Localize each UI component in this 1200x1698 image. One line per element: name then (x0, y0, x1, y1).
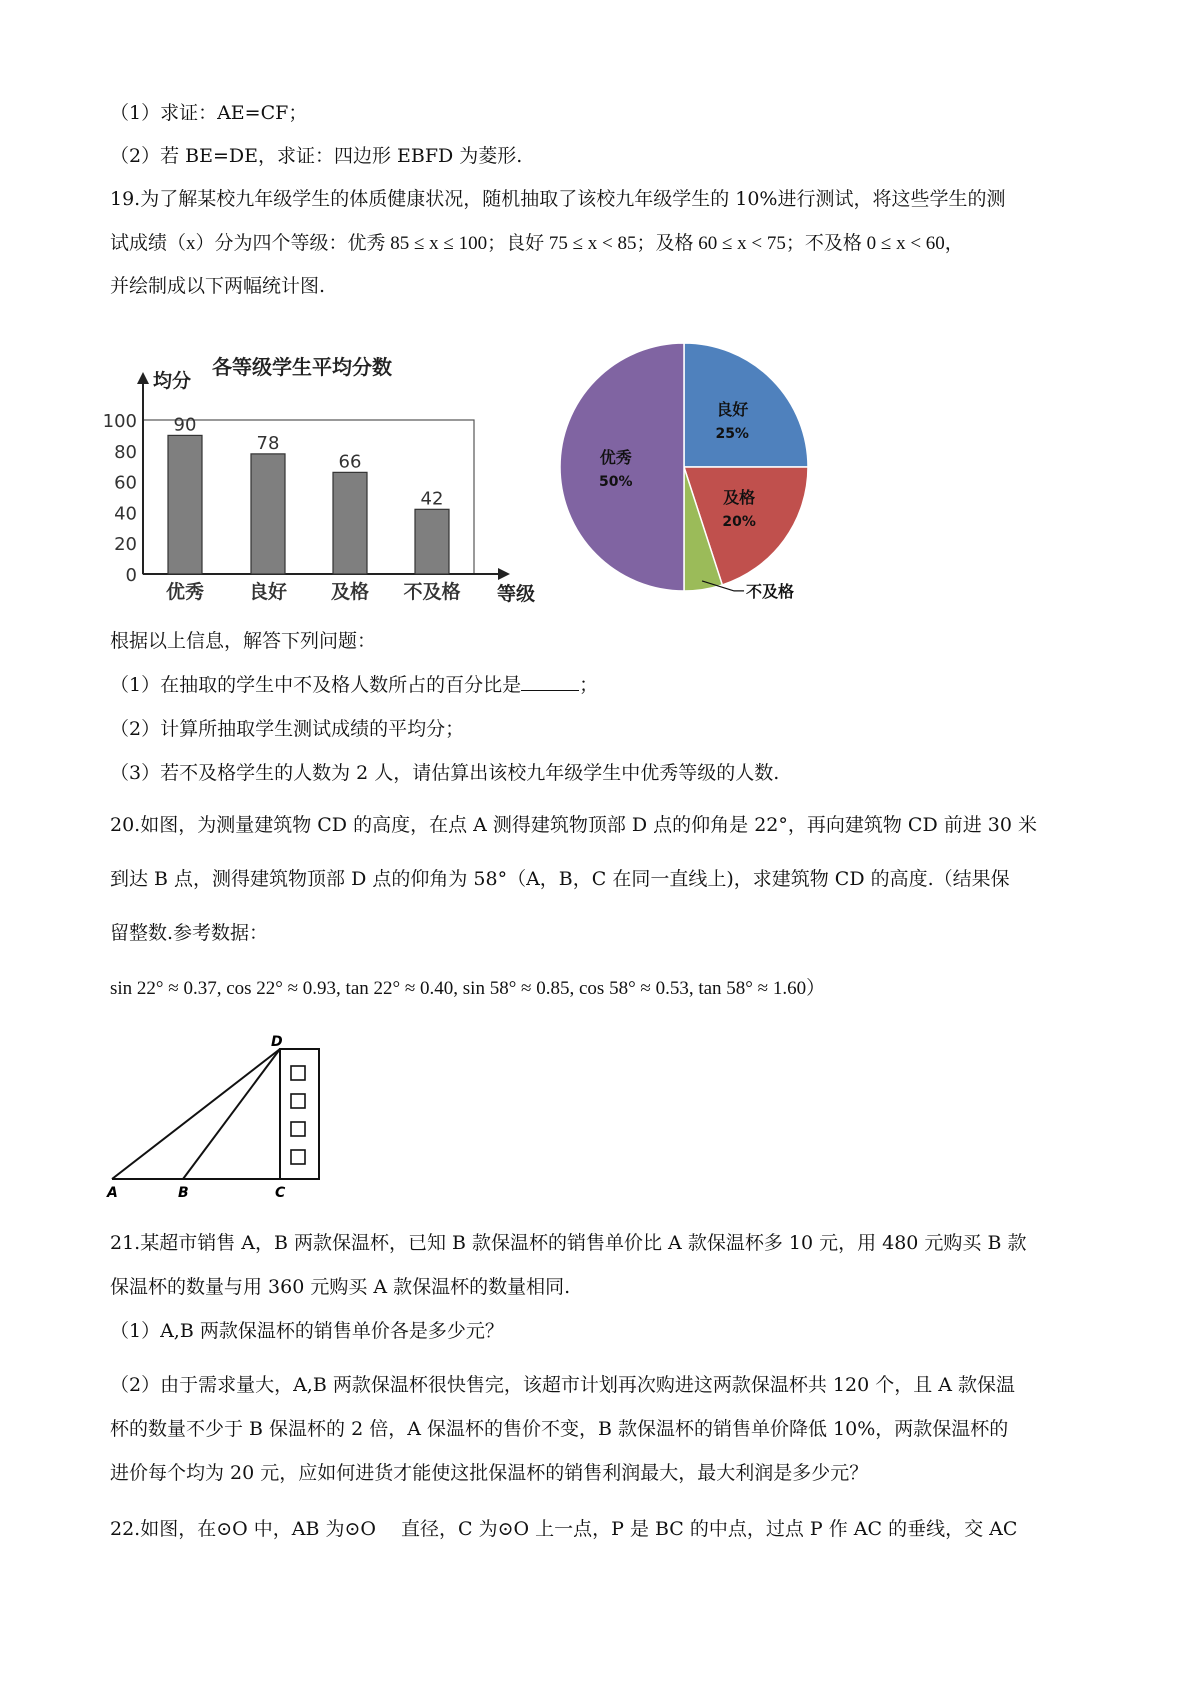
window (291, 1066, 305, 1080)
y-axis-label: 均分 (153, 370, 192, 392)
bar-value-label: 66 (338, 451, 362, 473)
window (291, 1150, 305, 1164)
label-A: A (107, 1185, 118, 1201)
q21-part2-line3: 进价每个均为 20 元，应如何进货才能使这批保温杯的销售利润最大，最大利润是多少元？ (110, 1462, 869, 1484)
y-tick-label: 100 (102, 411, 137, 432)
x-axis-label: 等级 (497, 583, 536, 605)
y-tick-label: 40 (114, 503, 137, 525)
window (291, 1122, 305, 1136)
q21-line2: 保温杯的数量与用 360 元购买 A 款保温杯的数量相同. (110, 1276, 571, 1298)
q19-sub3: （3）若不及格学生的人数为 2 人，请估算出该校九年级学生中优秀等级的人数. (110, 762, 780, 784)
q19-sub2: （2）计算所抽取学生测试成绩的平均分； (110, 718, 465, 740)
label-B: B (178, 1185, 189, 1201)
bar-chart-title: 各等级学生平均分数 (212, 355, 392, 379)
pie-slice-label: 及格 (723, 488, 756, 508)
q20-line3: 留整数.参考数据： (110, 922, 269, 944)
building (280, 1049, 319, 1179)
bar-value-label: 42 (420, 488, 444, 510)
pie-slice-label: 良好 (716, 399, 749, 419)
bar-value-label: 78 (256, 432, 280, 454)
x-tick-label: 优秀 (165, 581, 205, 603)
q19-intro-line2: 试成绩（x）分为四个等级：优秀 85 ≤ x ≤ 100；良好 75 ≤ x < 85；及格 60 ≤ x < 75；不及格 0 ≤ x < 60， (110, 233, 964, 254)
pie-slice-label: 优秀 (599, 448, 632, 467)
x-tick-label: 良好 (248, 581, 288, 603)
q19-prompt: 根据以上信息，解答下列问题： (110, 630, 377, 652)
x-tick-label: 不及格 (403, 581, 461, 603)
pie-slice-label: 不及格 (746, 581, 795, 601)
q21-part1: （1）A,B 两款保温杯的销售单价各是多少元？ (110, 1320, 504, 1342)
q19-intro-line3: 并绘制成以下两幅统计图. (110, 275, 326, 297)
q20-line1: 20.如图，为测量建筑物 CD 的高度，在点 A 测得建筑物顶部 D 点的仰角是 22°，再向建筑物 CD 前进 30 米 (110, 814, 1038, 836)
line-AD (112, 1049, 280, 1179)
q21-part2-line1: （2）由于需求量大，A,B 两款保温杯很快售完，该超市计划再次购进这两款保温杯共 120 个，且 A 款保温 (110, 1374, 1015, 1396)
q18-part2: （2）若 BE=DE，求证：四边形 EBFD 为菱形. (110, 145, 523, 167)
q21-part2-line2: 杯的数量不少于 B 保温杯的 2 倍，A 保温杯的售价不变，B 款保温杯的销售单价降低 10%，两款保温杯的 (110, 1418, 1009, 1440)
q19-sub1-text: （1）在抽取的学生中不及格人数所占的百分比是 (110, 674, 522, 696)
pie-slice-percent: 25% (715, 425, 749, 442)
window (291, 1094, 305, 1108)
q21-line1: 21.某超市销售 A，B 两款保温杯，已知 B 款保温杯的销售单价比 A 款保温杯多 10 元，用 480 元购买 B 款 (110, 1232, 1027, 1254)
label-D: D (271, 1034, 283, 1050)
q19-sub1-end: ； (579, 674, 599, 696)
bar-value-label: 90 (173, 414, 197, 436)
q19-intro-line1: 19.为了解某校九年级学生的体质健康状况，随机抽取了该校九年级学生的 10%进行测试，将这些学生的测 (110, 188, 1006, 210)
y-tick-label: 20 (114, 534, 137, 556)
pie-slice-percent: 20% (722, 514, 756, 531)
label-C: C (275, 1185, 286, 1201)
x-tick-label: 及格 (330, 581, 370, 603)
y-tick-label: 80 (114, 441, 137, 463)
q18-part1: （1）求证：AE=CF； (110, 102, 308, 124)
pie-slice-percent: 50% (599, 474, 633, 490)
q20-reference-data: sin 22° ≈ 0.37, cos 22° ≈ 0.93, tan 22° ≈ 0.40, sin 58° ≈ 0.85, cos 58° ≈ 0.53, tan 58° ≈ 1.60） (110, 978, 826, 999)
y-tick-label: 60 (114, 472, 137, 494)
q20-line2: 到达 B 点，测得建筑物顶部 D 点的仰角为 58°（A，B，C 在同一直线上)，求建筑物 CD 的高度.（结果保 (110, 868, 1010, 890)
y-tick-label: 0 (125, 565, 137, 586)
q22-line1: 22.如图，在⊙O 中，AB 为⊙O 直径，C 为⊙O 上一点，P 是 BC 的中点，过点 P 作 AC 的垂线，交 AC (110, 1518, 1018, 1540)
